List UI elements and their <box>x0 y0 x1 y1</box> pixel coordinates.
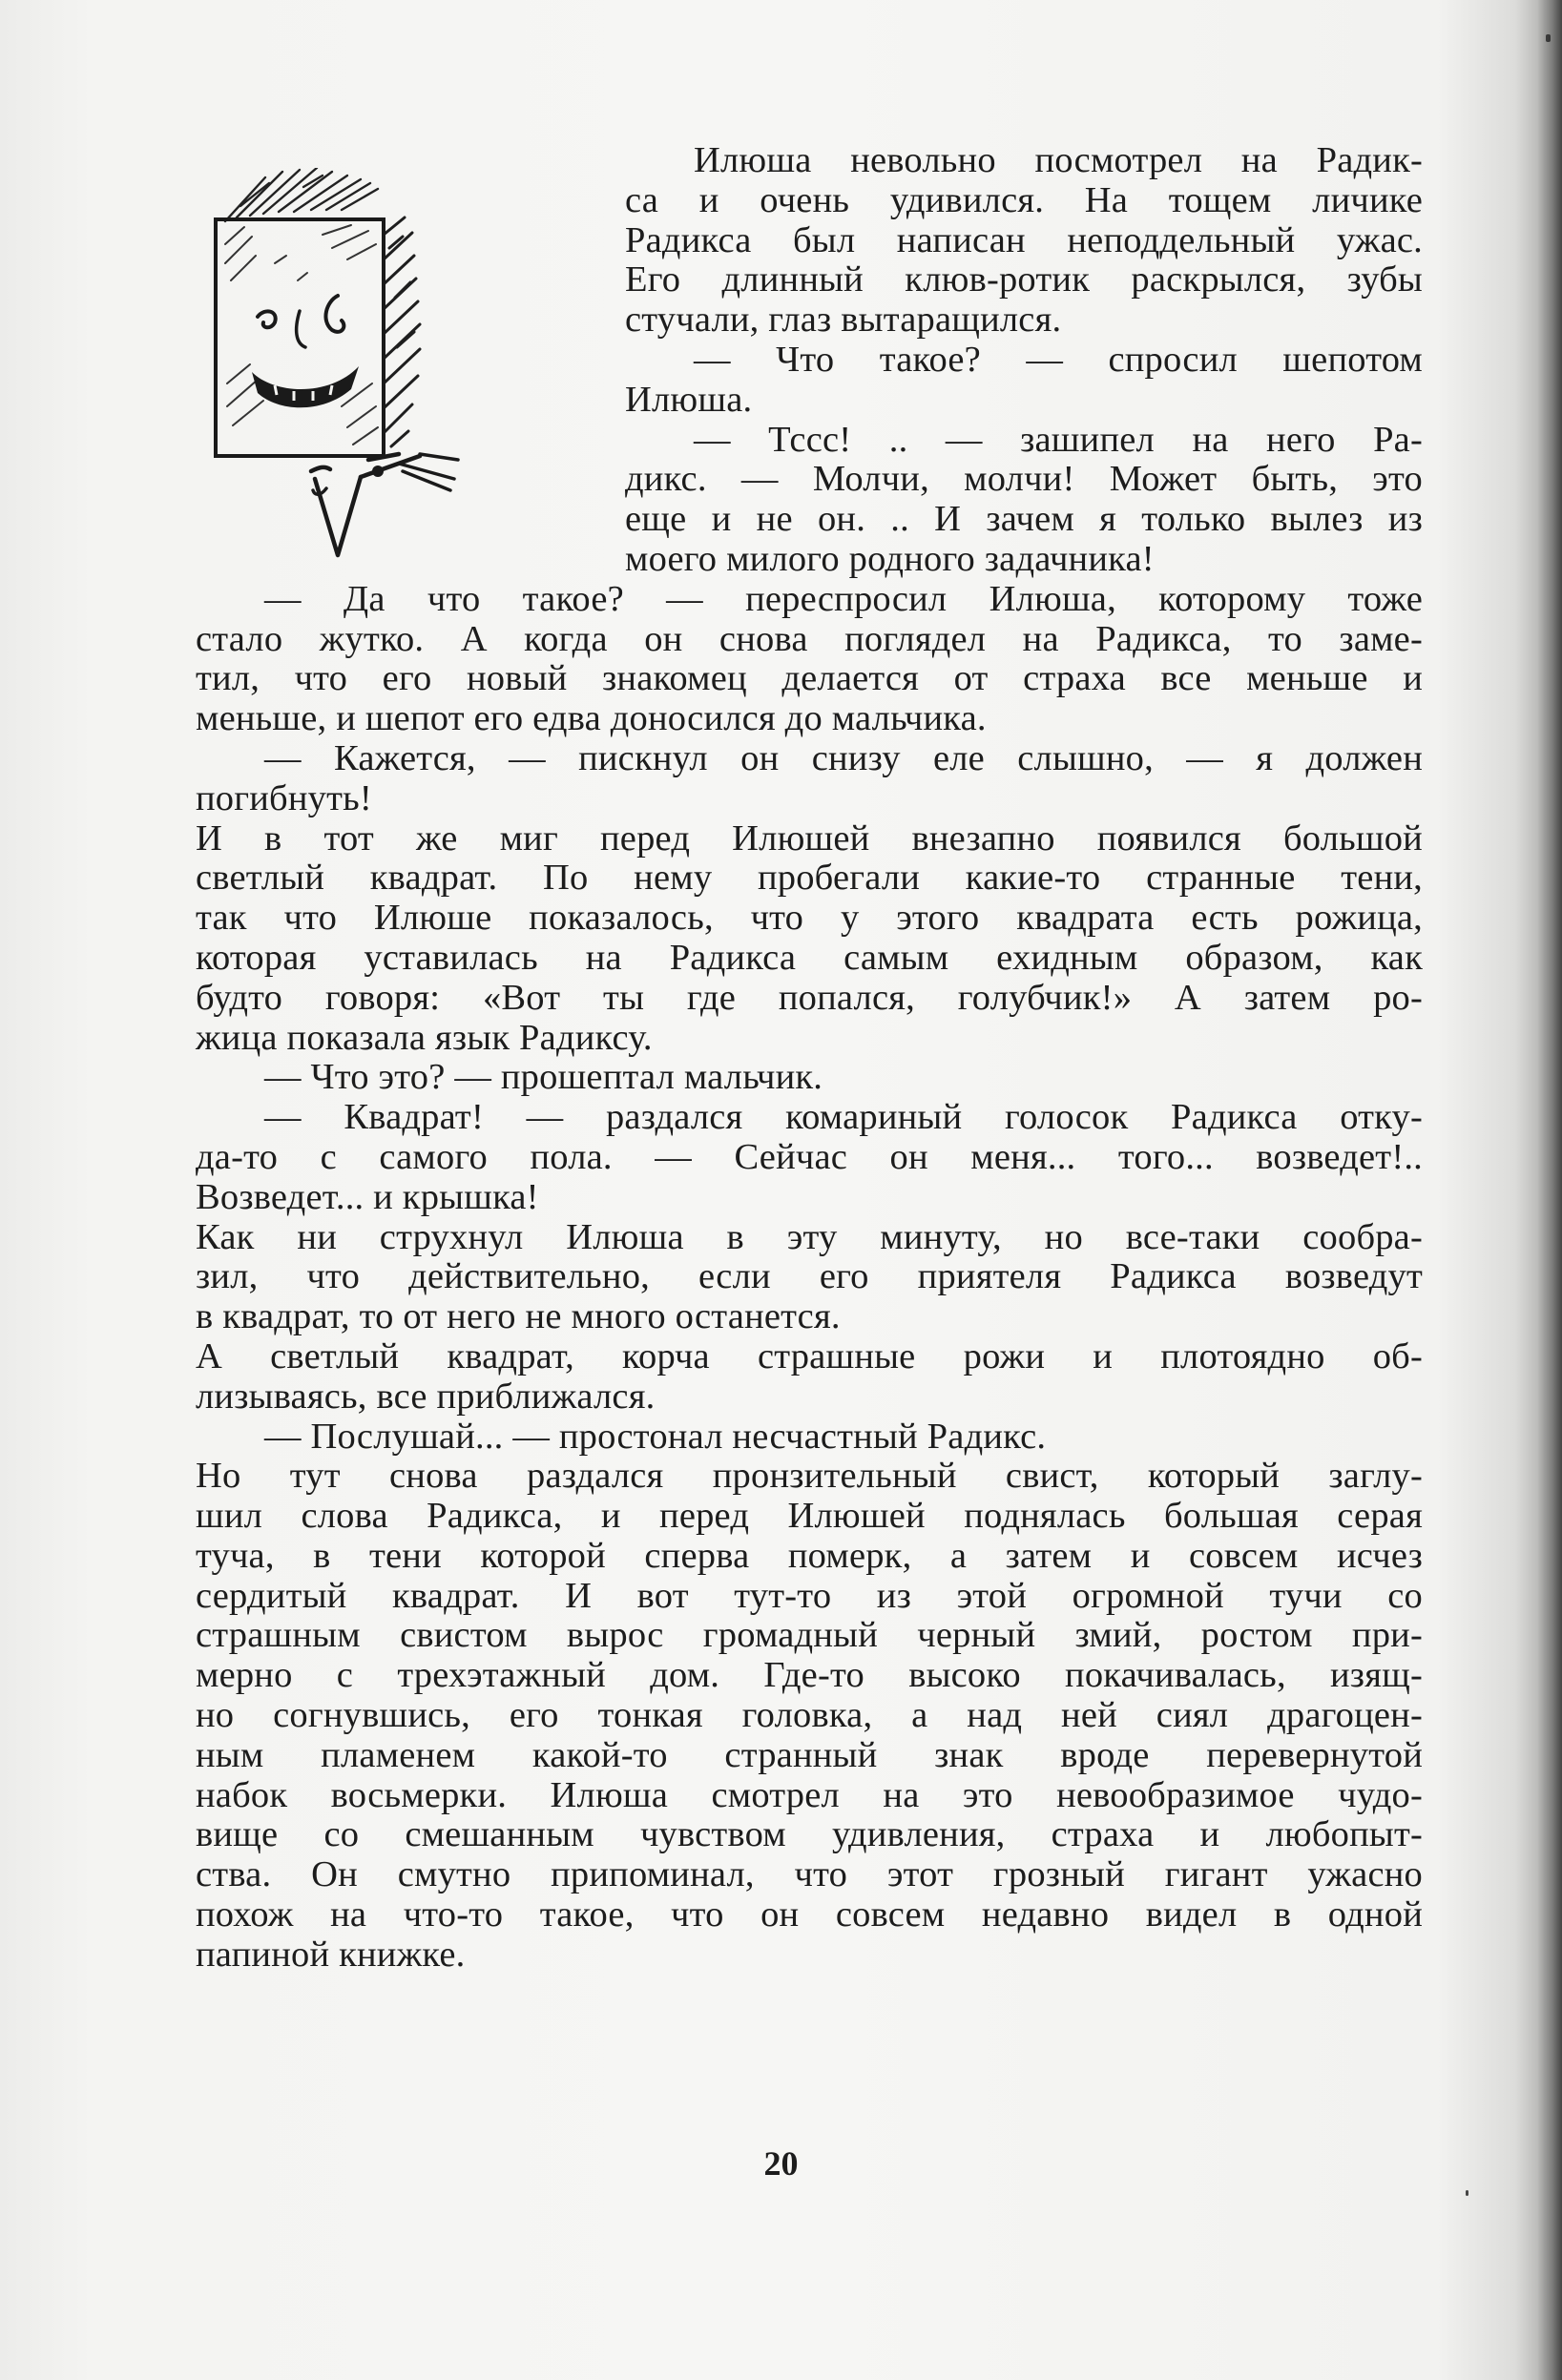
text-line: — Что это? — прошептал мальчик. <box>264 1057 823 1098</box>
text-line: — Послушай... — простонал несчастный Радикс. <box>264 1416 1047 1457</box>
text-line: И в тот же миг перед Илюшей внезапно появился большой <box>196 817 1423 859</box>
text-line: лизываясь, все приближался. <box>196 1376 656 1417</box>
text-line: вище со смешанным чувством удивления, страха и любопыт- <box>196 1814 1423 1855</box>
text-line: А светлый квадрат, корча страшные рожи и плотоядно об- <box>196 1335 1423 1376</box>
text-line: туча, в тени которой сперва померк, а затем и совсем исчез <box>196 1535 1423 1576</box>
scan-speck <box>1466 2190 1468 2196</box>
text-line: Как ни струхнул Илюша в эту минуту, но все-таки сообра- <box>196 1216 1423 1257</box>
text-line: са и очень удивился. На тощем личике <box>625 179 1423 220</box>
text-line: Но тут снова раздался пронзительный свист, который заглу- <box>196 1456 1423 1497</box>
text-line: в квадрат, то от него не много останется. <box>196 1296 841 1337</box>
text-line: светлый квадрат. По нему пробегали какие-то странные тени, <box>196 858 1423 899</box>
text-line: тил, что его новый знакомец делается от страха все меньше и <box>196 658 1423 699</box>
text-line: Илюша. <box>625 379 753 420</box>
text-line: погибнуть! <box>196 777 372 818</box>
text-line: которая уставилась на Радикса самым ехидным образом, как <box>196 937 1423 978</box>
text-line: Радикса был написан неподдельный ужас. <box>625 219 1423 260</box>
text-line: страшным свистом вырос громадный черный змий, ростом при- <box>196 1615 1423 1656</box>
text-line: Возведет... и крышка! <box>196 1176 539 1217</box>
text-line: — Да что такое? — переспросил Илюша, которому тоже <box>264 578 1423 619</box>
text-line: сердитый квадрат. И вот тут-то из этой огромной тучи со <box>196 1575 1423 1616</box>
page-number: 20 <box>763 2144 799 2183</box>
text-line: — Тссс! .. — зашипел на него Ра- <box>694 419 1423 460</box>
text-line: будто говоря: «Вот ты где попался, голубчик!» А затем ро- <box>196 977 1423 1018</box>
text-line: зил, что действительно, если его приятеля Радикса возведут <box>196 1256 1423 1297</box>
text-line: еще и не он. .. И зачем я только вылез из <box>625 499 1423 540</box>
text-line: похож на что-то такое, что он совсем недавно видел в одной <box>196 1894 1423 1935</box>
text-line: дикс. — Молчи, молчи! Может быть, это <box>625 459 1423 500</box>
text-line: ным пламенем какой-то странный знак вроде перевернутой <box>196 1734 1423 1775</box>
text-line: меньше, и шепот его едва доносился до мальчика. <box>196 698 987 739</box>
body-text <box>196 141 1423 1976</box>
text-line: мерно с трехэтажный дом. Где-то высоко покачивалась, изящ- <box>196 1655 1423 1696</box>
text-line: — Квадрат! — раздался комариный голосок Радикса отку- <box>264 1097 1423 1138</box>
text-line: да-то с самого пола. — Сейчас он меня... того... возведет!.. <box>196 1136 1423 1177</box>
text-line: — Что такое? — спросил шепотом <box>694 339 1423 380</box>
text-line: но согнувшись, его тонкая головка, а над ней сиял драгоцен- <box>196 1695 1423 1736</box>
text-line: моего милого родного задачника! <box>625 538 1155 579</box>
text-line: Его длинный клюв-ротик раскрылся, зубы <box>625 259 1423 300</box>
text-line: набок восьмерки. Илюша смотрел на это невообразимое чудо- <box>196 1774 1423 1815</box>
text-line: стучали, глаз вытаращился. <box>625 300 1062 341</box>
text-line: ства. Он смутно припоминал, что этот грозный гигант ужасно <box>196 1854 1423 1895</box>
text-line: так что Илюше показалось, что у этого квадрата есть рожица, <box>196 898 1423 939</box>
text-line: — Кажется, — пискнул он снизу еле слышно, — я должен <box>264 737 1423 778</box>
text-line: папиной книжке. <box>196 1934 466 1975</box>
text-line: Илюша невольно посмотрел на Радик- <box>694 140 1423 180</box>
text-line: стало жутко. А когда он снова поглядел на Радикса, то заме- <box>196 618 1423 659</box>
text-line: жица показала язык Радиксу. <box>196 1017 653 1058</box>
page-edge-shadow <box>1537 0 1562 2380</box>
text-line: шил слова Радикса, и перед Илюшей поднялась большая серая <box>196 1496 1423 1537</box>
